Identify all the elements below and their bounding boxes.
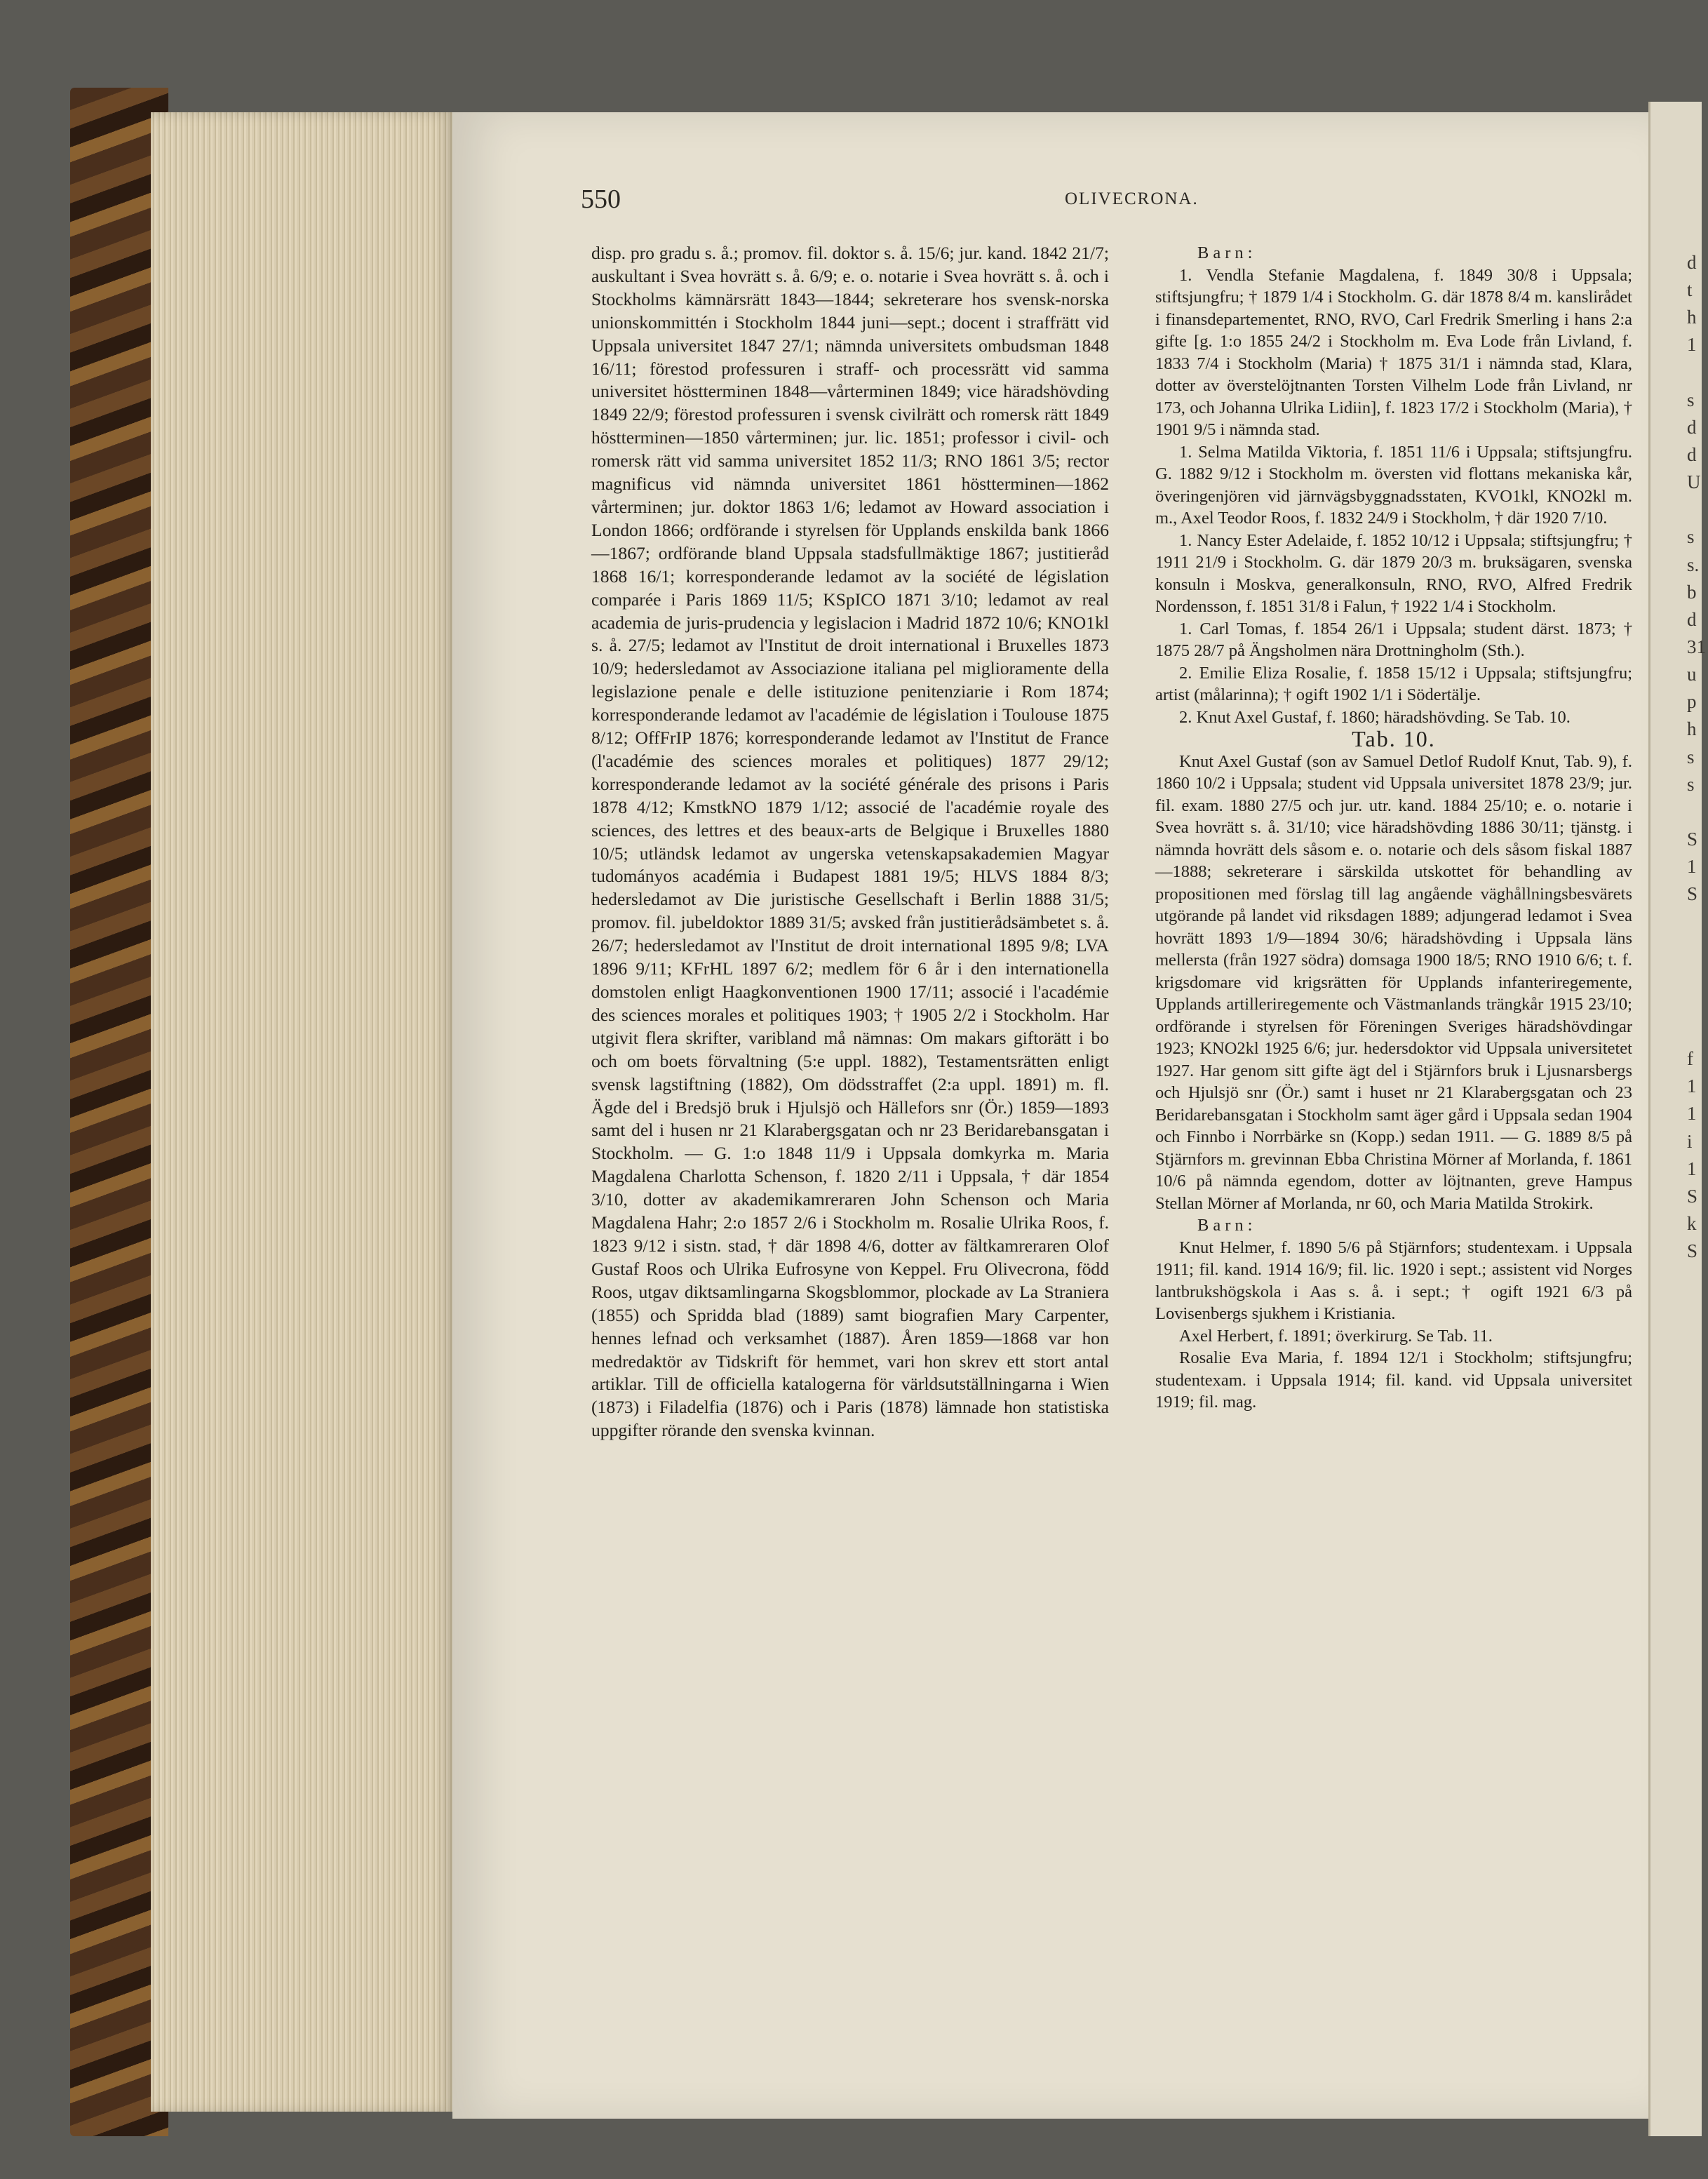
page-block-edge xyxy=(151,112,452,2112)
facing-page-letter: d xyxy=(1687,608,1697,630)
facing-page-letter xyxy=(1687,963,1708,991)
left-column xyxy=(591,242,1109,1442)
children-heading: Barn: xyxy=(1197,243,1257,262)
facing-page-letter: 1 xyxy=(1687,334,1697,356)
facing-page-letter: d xyxy=(1687,252,1697,273)
facing-page-letter: 1 xyxy=(1687,1075,1697,1097)
facing-page-edge xyxy=(1648,102,1706,2136)
facing-page-letter xyxy=(1687,991,1708,1018)
facing-page-letter: p xyxy=(1687,691,1697,713)
facing-page-letter: 1 xyxy=(1687,856,1697,878)
facing-page-letter: u xyxy=(1687,664,1697,685)
table-heading: Tab. 10. xyxy=(1352,726,1436,751)
facing-page-letter: h xyxy=(1687,307,1697,328)
facing-page-letter: f xyxy=(1687,1048,1693,1070)
child-entry: 1. Carl Tomas, f. 1854 26/1 i Uppsala; student därst. 1873; † 1875 28/7 på Ängsholmen nära Drottningholm (Sth.). xyxy=(1155,619,1632,660)
facing-page-letter: t xyxy=(1687,279,1693,301)
running-title: OLIVECRONA. xyxy=(1065,189,1199,208)
facing-page-letter xyxy=(1687,908,1708,935)
facing-page-letter: s xyxy=(1687,389,1695,410)
facing-page-letter: S xyxy=(1687,1240,1698,1262)
child-entry: Axel Herbert, f. 1891; överkirurg. Se Tab. 11. xyxy=(1179,1326,1493,1346)
facing-page-letter xyxy=(1687,496,1708,523)
facing-page-letter xyxy=(1687,936,1708,963)
facing-page-letter xyxy=(1687,798,1708,826)
right-column xyxy=(1155,242,1632,1414)
biography-text: disp. pro gradu s. å.; promov. fil. doktor s. å. 15/6; jur. kand. 1842 21/7; auskultant i Svea hovrätt s. å. 6/9; e. o. notarie i Svea hovrätt s. å. och i Stockholms kämnärsrätt 1843—1844; sekreterare hos svensk-norska unionskommittén i Stockholm 1844 juni—sept.; docent i straffrätt vid Uppsala universitet 1847 27/1; nämnda universitets ombudsman 1848 16/11; förestod professuren i straff- och processrätt vid samma universitet höstterminen 1848—vårterminen 1849; vice häradshövding 1849 22/9; förestod professuren i svensk civilrätt och romersk rätt 1849 höstterminen—1850 vårterminen; jur. lic. 1851; professor i civil- och romersk rätt vid samma universitet 1852 11/3; RNO 1861 3/5; rector magnificus vid nämnda universitet 1861 höstterminen—1862 vårterminen; jur. doktor 1863 1/6; ledamot av Howard association i London 1866; ordförande i styrelsen för Upplands enskilda bank 1866—1867; ordförande bland Uppsala stadsfullmäktige 1867; justitieråd 1868 16/1; korresponderande ledamot av la société de législation comparée i Paris 1869 11/5; KSpICO 1871 3/10; ledamot av real academia de juris-prudencia y legislacion i Madrid 1872 10/6; KNO1kl s. å. 27/5; ledamot av l'Institut de droit international i Bruxelles 1873 10/9; hedersledamot av Associazione italiana pel miglioramente della legislazione penale e delle istituzione penitenziarie i Rom 1874; korresponderande ledamot av l'académie de législation i Toulouse 1875 8/12; OffFrIP 1876; korresponderande ledamot av l'Institut de France (l'académie des sciences morales et politiques) 1877 29/12; korresponderande ledamot av la société générale des prisons i Paris 1878 4/12; KmstkNO 1879 1/12; associé de l'académie royale des sciences, des lettres et des beaux-arts de Belgique i Bruxelles 1880 10/5; utländsk ledamot av ungerska vetenskapsakademien Magyar tudományos académia i Budapest 1881 19/5; HLVS 1884 8/3; hedersledamot av Die juristische Gesellschaft i Berlin 1888 31/5; promov. fil. jubeldoktor 1889 31/5; avsked från justitierådsämbetet s. å. 26/7; hedersledamot av l'Institut de droit international 1895 9/8; LVA 1896 9/11; KFrHL 1897 6/2; medlem för 6 år i den internationella domstolen enligt Haagkonventionen 1900 17/11; associé i l'académie des sciences morales et politiques 1903; † 1905 2/2 i Stockholm. Har utgivit flera skrifter, varibland må nämnas: Om makars giftorätt i bo och om boets förvaltning (5:e uppl. 1882), Testamentsrätten enligt svensk lagstiftning (1882), Om dödsstraffet (2:a uppl. 1891) m. fl. Ägde del i Bredsjö bruk i Hjulsjö och Hällefors snr (Ör.) 1859—1893 samt del i husen nr 21 Klarabergsgatan och nr 23 Beridarebansgatan i Stockholm. — G. 1:o 1848 11/9 i Uppsala domkyrka m. Maria Magdalena Charlotta Schenson, f. 1820 2/11 i Uppsala, † där 1854 3/10, dotter av akademikamreraren John Schenson och Maria Magdalena Hahr; 2:o 1857 2/6 i Stockholm m. Rosalie Ulrika Roos, f. 1823 9/12 i sistn. stad, † där 1898 4/6, dotter av fältkamreraren Olof Gustaf Roos och Ulrika Eufrosyne von Keppel. Fru Olivecrona, född Roos, utgav diktsamlingarna Skogsblommor, plockade av La Straniera (1855) och Spridda blad (1889) samt biografien Mary Carpenter, hennes lefnad och verksamhet (1887). Åren 1859—1868 var hon medredaktör av Tidskrift för hemmet, vari hon skrev ett stort antal artiklar. Till de officiella katalogerna för världsutställningarna i Wien (1873) i Filadelfia (1876) och i Paris (1878) lämnade hon statistiska uppgifter rörande den svenska kvinnan. xyxy=(591,243,1109,1441)
facing-page-letter xyxy=(1687,1018,1708,1045)
child-entry: 2. Knut Axel Gustaf, f. 1860; häradshövding. Se Tab. 10. xyxy=(1179,707,1571,727)
facing-page-letter: S xyxy=(1687,883,1698,905)
children-heading: Barn: xyxy=(1197,1216,1257,1235)
facing-page-letter: 1 xyxy=(1687,1103,1697,1125)
facing-page-letter: 1 xyxy=(1687,1158,1697,1179)
child-entry: 1. Vendla Stefanie Magdalena, f. 1849 30/8 i Uppsala; stiftsjungfru; † 1879 1/4 i Stockholm. G. där 1878 8/4 m. kanslirådet i finansdepartementet, RNO, RVO, Carl Fredrik Smerling i hans 2:a gifte [g. 1:o 1855 24/2 i Stockholm m. Eva Lode från Livland, f. 1833 7/4 i Stockholm (Maria) † 1875 31/1 i nämnda stad, Klara, dotter av överstelöjtnanten Torsten Vilhelm Lode från Livland, nr 173, och Johanna Ulrika Lidiin], f. 1823 17/2 i Stockholm (Maria), † 1901 9/5 i nämnda stad. xyxy=(1155,265,1632,439)
entry-text: Knut Axel Gustaf (son av Samuel Detlof Rudolf Knut, Tab. 9), f. 1860 10/2 i Uppsala; student vid Uppsala universitet 1878 23/9; jur. fil. exam. 1880 27/5 och jur. utr. kand. 1884 25/10; e. o. notarie i Svea hovrätt s. å. 31/10; vice häradshövding 1886 30/11; tjänstg. i nämnda hovrätt dels såsom e. o. notarie och dels såsom fiskal 1887—1888; sekreterare i särskilda utskottet för behandling av propositionen med förslag till lag angående väghållningsbesvärets utgörande på landet vid riksdagen 1889; adjungerad ledamot i Svea hovrätt 1893 1/9—1894 30/6; häradshövding i Uppsala läns mellersta (från 1927 södra) domsaga 1900 18/5; RNO 1910 6/6; t. f. krigsdomare vid krigsrätten för Upplands infanteriregemente, Upplands artilleriregemente och Västmanlands trängkår 1915 23/10; ordförande i styrelsen för Föreningen Sveriges häradshövdingar 1923; KNO2kl 1925 6/6; jur. hedersdoktor vid Uppsala universitetet 1927. Har genom sitt gifte ägt del i Stjärnfors bruk i Ljusnarsbergs och Hjulsjö snr (Ör.) samt i huset nr 21 Klarabergsgatan och 23 Beridarebansgatan i Stockholm samt äger gård i Uppsala sedan 1904 och Finnbo i Norrbärke sn (Kopp.) sedan 1911. — G. 1889 8/5 på Stjärnfors m. grevinnan Ebba Christina Mörner af Morlanda, f. 1861 10/6 på nämnda egendom, dotter av löjtnanten, greve Hampus Stellan Mörner af Morlanda, nr 60, och Maria Matilda Strokirk. xyxy=(1155,751,1632,1213)
child-entry: 2. Emilie Eliza Rosalie, f. 1858 15/12 i Uppsala; stiftsjungfru; artist (målarinna); † ogift 1902 1/1 i Södertälje. xyxy=(1155,663,1632,704)
facing-page-letter: 31 xyxy=(1687,636,1706,657)
facing-page-letter: S xyxy=(1687,1185,1698,1207)
facing-page-letter: i xyxy=(1687,1130,1693,1152)
facing-page-letter: k xyxy=(1687,1212,1697,1234)
facing-page-letters xyxy=(1687,249,1708,1265)
child-entry: 1. Selma Matilda Viktoria, f. 1851 11/6 i Uppsala; stiftsjungfru. G. 1882 9/12 i Stockholm m. översten vid flottans mekaniska kår, överingenjören vid järnvägsbyggnadsstaten, KVO1kl, KNO2kl m. m., Axel Teodor Roos, f. 1832 24/9 i Stockholm, † där 1920 7/10. xyxy=(1155,442,1632,528)
child-entry: Knut Helmer, f. 1890 5/6 på Stjärnfors; studentexam. i Uppsala 1911; fil. kand. 1914 16/9; fil. lic. 1920 i sept.; assistent vid Norges lantbrukshögskola i Aas s. å. i sept.; † ogift 1921 6/3 på Lovisenbergs sjukhem i Kristiania. xyxy=(1155,1238,1632,1323)
child-entry: Rosalie Eva Maria, f. 1894 12/1 i Stockholm; stiftsjungfru; studentexam. i Uppsala 1914; fil. kand. vid Uppsala universitet 1919; fil. mag. xyxy=(1155,1348,1632,1412)
facing-page-letter: s. xyxy=(1687,554,1700,575)
child-entry: 1. Nancy Ester Adelaide, f. 1852 10/12 i Uppsala; stiftsjungfru; † 1911 21/9 i Stockholm. G. där 1879 20/3 m. bruksägaren, svenska konsuln i Moskva, generalkonsuln, RNO, RVO, Alfred Fredrik Nordensson, f. 1851 31/8 i Falun, † 1922 1/4 i Stockholm. xyxy=(1155,530,1632,616)
facing-page-letter: h xyxy=(1687,718,1697,740)
facing-page-letter: d xyxy=(1687,416,1697,438)
facing-page-letter: U xyxy=(1687,471,1701,493)
facing-page-letter: s xyxy=(1687,746,1695,767)
facing-page-letter: S xyxy=(1687,828,1698,850)
facing-page-letter: d xyxy=(1687,443,1697,465)
page-number: 550 xyxy=(581,185,621,214)
facing-page-letter xyxy=(1687,359,1708,387)
facing-page-letter: s xyxy=(1687,526,1695,548)
facing-page-letter: b xyxy=(1687,581,1697,603)
facing-page-letter: s xyxy=(1687,773,1695,795)
running-head xyxy=(581,184,1647,212)
